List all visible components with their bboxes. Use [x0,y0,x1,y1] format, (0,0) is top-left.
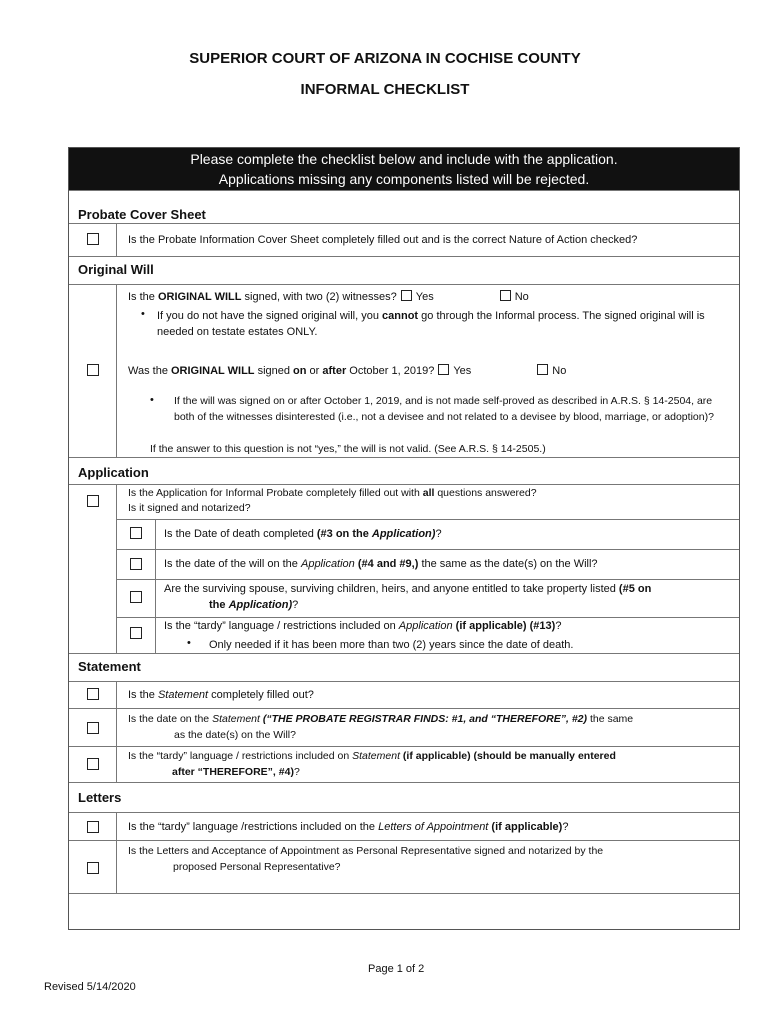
statement-complete-question: Is the Statement completely filled out? [128,689,314,701]
statement-complete-checkbox[interactable] [87,688,99,700]
heirs-listed-question: Are the surviving spouse, surviving children, heirs, and anyone entitled to take property listed (#5 on the Application)? [164,583,652,611]
cover-sheet-question: Is the Probate Information Cover Sheet completely filled out and is the correct Nature of Action checked? [128,234,638,246]
will-date-question: Was the ORIGINAL WILL signed on or after October 1, 2019? Yes No [128,365,567,377]
will-date-match-question: Is the date of the will on the Application (#4 and #9,) the same as the date(s) on the Will? [164,558,598,570]
date-of-death-question: Is the Date of death completed (#3 on the Application)? [164,528,442,540]
checklist-table: Please complete the checklist below and include with the application. Applications missing any components listed will be rejected. Probate Cover Sheet Original Will Application Statement Letters Is the Probate Information Cover Sheet completely filled out and is the correct Nature of Action checked? Is the ORIGINAL WILL signed, with two (2) witnesses? Yes No • If you do not have the signed original will, you cannot go through the Informal process. The signed original will is needed on testate estates ONLY. Was the ORIGINAL WILL signed on or after October 1, 2019? Yes No • If the will was signed on or after October 1, 2019, and is not made self-proved as described in A.R.S. § 14-2504, are both of the witnesses disinterested (i.e., not a devisee and not related to a devisee by blood, marriage, or adoption)? If the answer to this question is not “yes,” the will is not valid. (See A.R.S. § 14-2505.) Is the Application for Informal Probate completely filled out with all questions answered? Is it signed and notarized? Is the Date of death completed (#3 on the Application)? Is the date of the will on the Application (#4 and #9,) the same as the date(s) on the Will? Are the surviving spouse, surviving children, heirs, and anyone entitled to take property listed (#5 on the Application)? Is the “tardy” language / restrictions included on Application (if applicable) (#13)? • Only needed if it has been more than two (2) years since the date of death. Is the Statement completely filled out? Is the date on the Statement (“THE PROBATE REGISTRAR FINDS: #1, and “THEREFORE”, #2) the same as the date(s) on the Will? Is the “tardy” language / restrictions included on Statement (if applicable) (should be manually entered after “THEREFORE”, #4)? Is the “tardy” language /restrictions included on the Letters of Appointment (if applicable)? Is the Letters and Acceptance of Appointment as Personal Representative signed and notarized by the proposed Personal Representative? [68,147,740,930]
will-date-yes-checkbox[interactable] [438,364,449,375]
tardy-application-checkbox[interactable] [130,627,142,639]
tardy-application-note: Only needed if it has been more than two (2) years since the date of death. [209,639,574,651]
section-application: Application [78,465,149,480]
cover-sheet-checkbox[interactable] [87,233,99,245]
heirs-listed-checkbox[interactable] [130,591,142,603]
tardy-statement-checkbox[interactable] [87,758,99,770]
section-probate-cover-sheet: Probate Cover Sheet [78,207,206,222]
will-date-no-checkbox[interactable] [537,364,548,375]
statement-date-question: Is the date on the Statement (“THE PROBATE REGISTRAR FINDS: #1, and “THEREFORE”, #2) the same as the date(s) on the Will? [128,713,634,741]
will-witness-question: Is the ORIGINAL WILL signed, with two (2) witnesses? Yes No [128,291,529,303]
section-letters: Letters [78,790,122,805]
section-statement: Statement [78,659,141,674]
letters-acceptance-checkbox[interactable] [87,862,99,874]
tardy-application-question: Is the “tardy” language / restrictions included on Application (if applicable) (#13)? [164,620,562,632]
checklist-title: INFORMAL CHECKLIST [300,81,470,98]
will-original-note: If you do not have the signed original will, you cannot go through the Informal process. The signed original will is needed on testate estates ONLY. [157,310,705,338]
letters-acceptance-question: Is the Letters and Acceptance of Appointment as Personal Representative signed and notarized by the proposed Personal Representative? [128,845,604,873]
original-will-checkbox[interactable] [87,364,99,376]
will-witness-disinterested-note: If the will was signed on or after October 1, 2019, and is not made self-proved as described in A.R.S. § 14-2504, are both of the witnesses disinterested (i.e., not a devisee and not related to a devisee by blood, marriage, or adoption)? [174,395,714,423]
tardy-letters-question: Is the “tardy” language /restrictions included on the Letters of Appointment (if applicable)? [128,821,569,833]
statement-date-checkbox[interactable] [87,722,99,734]
application-checkbox[interactable] [87,495,99,507]
banner-line-1: Please complete the checklist below and include with the application. [190,151,618,167]
will-witness-no-checkbox[interactable] [500,290,511,301]
instructions-banner [69,148,739,191]
application-question: Is the Application for Informal Probate completely filled out with all questions answered? Is it signed and notarized? [128,487,537,514]
will-date-match-checkbox[interactable] [130,558,142,570]
will-validity-note: If the answer to this question is not “yes,” the will is not valid. (See A.R.S. § 14-2505.) [150,443,546,455]
court-title: SUPERIOR COURT OF ARIZONA IN COCHISE COUNTY [189,50,581,67]
section-original-will: Original Will [78,262,154,277]
revised-date: Revised 5/14/2020 [44,981,136,993]
banner-line-2: Applications missing any components listed will be rejected. [218,171,590,187]
page-number: Page 1 of 2 [368,963,425,975]
tardy-letters-checkbox[interactable] [87,821,99,833]
tardy-statement-question: Is the “tardy” language / restrictions included on Statement (if applicable) (should be manually entered after “THEREFORE”, #4)? [128,750,616,778]
will-witness-yes-checkbox[interactable] [401,290,412,301]
date-of-death-checkbox[interactable] [130,527,142,539]
